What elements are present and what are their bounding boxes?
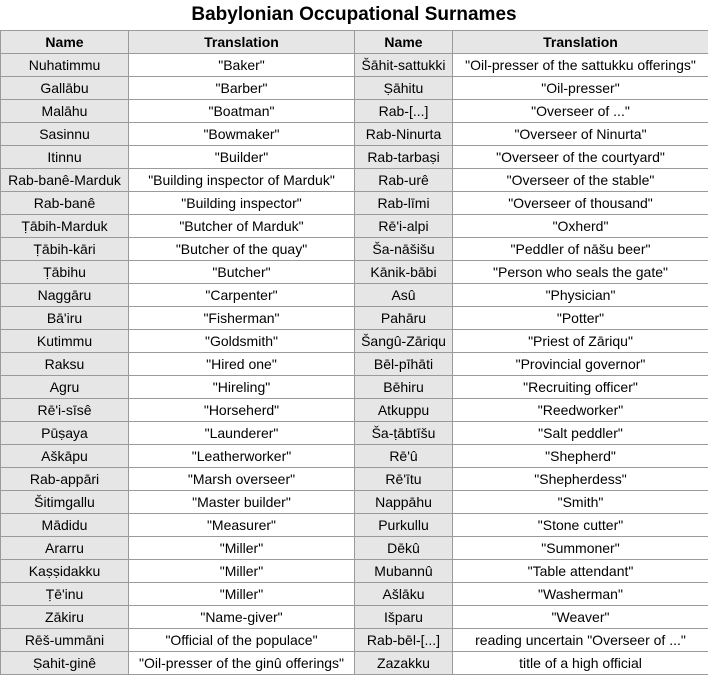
- translation-cell-left: "Butcher of Marduk": [129, 215, 355, 238]
- table-row: [1, 238, 708, 261]
- table-row: [1, 376, 708, 399]
- translation-cell-left: "Measurer": [129, 514, 355, 537]
- name-cell-right: Šāhit-sattukki: [355, 54, 453, 77]
- header-translation-right: Translation: [453, 31, 708, 54]
- translation-cell-left: "Carpenter": [129, 284, 355, 307]
- name-cell-left: Šitimgallu: [1, 491, 129, 514]
- table-row: [1, 422, 708, 445]
- translation-cell-left: "Baker": [129, 54, 355, 77]
- name-cell-right: Šangû-Zāriqu: [355, 330, 453, 353]
- name-cell-right: Rab-Ninurta: [355, 123, 453, 146]
- table-row: [1, 560, 708, 583]
- name-cell-right: Rab-[...]: [355, 100, 453, 123]
- table-header: [1, 31, 708, 54]
- name-cell-left: Ṭābih-kāri: [1, 238, 129, 261]
- header-row: [1, 31, 708, 54]
- translation-cell-left: "Butcher of the quay": [129, 238, 355, 261]
- name-cell-left: Ṣahit-ginê: [1, 652, 129, 675]
- name-cell-right: Atkuppu: [355, 399, 453, 422]
- translation-cell-right: "Reedworker": [453, 399, 708, 422]
- name-cell-right: Asû: [355, 284, 453, 307]
- table-title: Babylonian Occupational Surnames: [191, 4, 517, 25]
- name-cell-right: Purkullu: [355, 514, 453, 537]
- name-cell-right: Bēl-pīhāti: [355, 353, 453, 376]
- translation-cell-left: "Butcher": [129, 261, 355, 284]
- translation-cell-right: "Oil-presser": [453, 77, 708, 100]
- table-row: [1, 100, 708, 123]
- name-cell-right: Pahāru: [355, 307, 453, 330]
- name-cell-left: Gallābu: [1, 77, 129, 100]
- translation-cell-right: "Oil-presser of the sattukku offerings": [453, 54, 708, 77]
- translation-cell-left: "Building inspector": [129, 192, 355, 215]
- name-cell-left: Ṭābih-Marduk: [1, 215, 129, 238]
- name-cell-left: Malāhu: [1, 100, 129, 123]
- name-cell-left: Rab-banê: [1, 192, 129, 215]
- name-cell-right: Rē'û: [355, 445, 453, 468]
- translation-cell-right: "Shepherd": [453, 445, 708, 468]
- table-row: [1, 284, 708, 307]
- table-row: [1, 307, 708, 330]
- table-row: [1, 652, 708, 675]
- name-cell-left: Rab-appāri: [1, 468, 129, 491]
- table-row: [1, 445, 708, 468]
- translation-cell-left: "Fisherman": [129, 307, 355, 330]
- table-row: [1, 606, 708, 629]
- name-cell-right: Rab-bēl-[...]: [355, 629, 453, 652]
- translation-cell-right: "Recruiting officer": [453, 376, 708, 399]
- name-cell-right: Dēkû: [355, 537, 453, 560]
- header-name-right: Name: [355, 31, 453, 54]
- table-row: [1, 169, 708, 192]
- name-cell-left: Bā'iru: [1, 307, 129, 330]
- translation-cell-right: "Weaver": [453, 606, 708, 629]
- name-cell-left: Ṭē'inu: [1, 583, 129, 606]
- name-cell-left: Nuhatimmu: [1, 54, 129, 77]
- table-body: [1, 54, 708, 675]
- translation-cell-right: "Smith": [453, 491, 708, 514]
- name-cell-left: Ṭābihu: [1, 261, 129, 284]
- surnames-table: [0, 30, 708, 675]
- name-cell-left: Rab-banê-Marduk: [1, 169, 129, 192]
- table-row: [1, 629, 708, 652]
- table-row: [1, 399, 708, 422]
- name-cell-right: Kānik-bābi: [355, 261, 453, 284]
- translation-cell-right: "Physician": [453, 284, 708, 307]
- table-row: [1, 261, 708, 284]
- name-cell-left: Pūṣaya: [1, 422, 129, 445]
- table-row: [1, 146, 708, 169]
- translation-cell-left: "Miller": [129, 537, 355, 560]
- name-cell-right: Zazakku: [355, 652, 453, 675]
- name-cell-right: Rab-līmi: [355, 192, 453, 215]
- header-name-left: Name: [1, 31, 129, 54]
- translation-cell-left: "Miller": [129, 560, 355, 583]
- translation-cell-right: "Overseer of Ninurta": [453, 123, 708, 146]
- table-row: [1, 77, 708, 100]
- translation-cell-left: "Official of the populace": [129, 629, 355, 652]
- table-row: [1, 192, 708, 215]
- translation-cell-right: title of a high official: [453, 652, 708, 675]
- translation-cell-right: "Overseer of thousand": [453, 192, 708, 215]
- name-cell-right: Rē'ītu: [355, 468, 453, 491]
- translation-cell-right: "Washerman": [453, 583, 708, 606]
- name-cell-left: Itinnu: [1, 146, 129, 169]
- translation-cell-left: "Launderer": [129, 422, 355, 445]
- translation-cell-left: "Hireling": [129, 376, 355, 399]
- name-cell-right: Nappāhu: [355, 491, 453, 514]
- translation-cell-right: "Person who seals the gate": [453, 261, 708, 284]
- header-translation-left: Translation: [129, 31, 355, 54]
- name-cell-left: Kutimmu: [1, 330, 129, 353]
- name-cell-left: Naggāru: [1, 284, 129, 307]
- name-cell-left: Ararru: [1, 537, 129, 560]
- name-cell-left: Zākiru: [1, 606, 129, 629]
- table-row: [1, 123, 708, 146]
- name-cell-left: Raksu: [1, 353, 129, 376]
- name-cell-right: Ša-ṭābtīšu: [355, 422, 453, 445]
- name-cell-right: Ašlāku: [355, 583, 453, 606]
- translation-cell-left: "Oil-presser of the ginû offerings": [129, 652, 355, 675]
- translation-cell-right: "Shepherdess": [453, 468, 708, 491]
- name-cell-right: Mubannû: [355, 560, 453, 583]
- name-cell-right: Išparu: [355, 606, 453, 629]
- name-cell-left: Rē'i-sīsê: [1, 399, 129, 422]
- table-row: [1, 468, 708, 491]
- translation-cell-right: "Salt peddler": [453, 422, 708, 445]
- name-cell-right: Bēhiru: [355, 376, 453, 399]
- translation-cell-left: "Goldsmith": [129, 330, 355, 353]
- table-row: [1, 491, 708, 514]
- translation-cell-left: "Hired one": [129, 353, 355, 376]
- translation-cell-left: "Leatherworker": [129, 445, 355, 468]
- name-cell-right: Ṣāhitu: [355, 77, 453, 100]
- translation-cell-right: "Table attendant": [453, 560, 708, 583]
- translation-cell-left: "Horseherd": [129, 399, 355, 422]
- name-cell-left: Sasinnu: [1, 123, 129, 146]
- translation-cell-left: "Bowmaker": [129, 123, 355, 146]
- translation-cell-right: "Overseer of the stable": [453, 169, 708, 192]
- translation-cell-right: "Provincial governor": [453, 353, 708, 376]
- translation-cell-right: "Priest of Zāriqu": [453, 330, 708, 353]
- translation-cell-left: "Name-giver": [129, 606, 355, 629]
- table-row: [1, 583, 708, 606]
- translation-cell-left: "Master builder": [129, 491, 355, 514]
- name-cell-left: Rēš-ummāni: [1, 629, 129, 652]
- name-cell-left: Agru: [1, 376, 129, 399]
- translation-cell-right: "Stone cutter": [453, 514, 708, 537]
- table-row: [1, 54, 708, 77]
- name-cell-left: Mādidu: [1, 514, 129, 537]
- table-row: [1, 215, 708, 238]
- translation-cell-left: "Builder": [129, 146, 355, 169]
- table-row: [1, 514, 708, 537]
- translation-cell-right: "Peddler of nāšu beer": [453, 238, 708, 261]
- translation-cell-right: "Oxherd": [453, 215, 708, 238]
- name-cell-right: Rab-urê: [355, 169, 453, 192]
- translation-cell-left: "Barber": [129, 77, 355, 100]
- translation-cell-right: reading uncertain "Overseer of ...": [453, 629, 708, 652]
- name-cell-left: Aškāpu: [1, 445, 129, 468]
- name-cell-right: Rab-tarbaṣi: [355, 146, 453, 169]
- name-cell-left: Kaṣṣidakku: [1, 560, 129, 583]
- table-row: [1, 537, 708, 560]
- table-row: [1, 353, 708, 376]
- name-cell-right: Ša-nāšišu: [355, 238, 453, 261]
- translation-cell-right: "Summoner": [453, 537, 708, 560]
- translation-cell-right: "Overseer of the courtyard": [453, 146, 708, 169]
- translation-cell-left: "Building inspector of Marduk": [129, 169, 355, 192]
- translation-cell-left: "Boatman": [129, 100, 355, 123]
- name-cell-right: Rē'i-alpi: [355, 215, 453, 238]
- translation-cell-left: "Marsh overseer": [129, 468, 355, 491]
- table-row: [1, 330, 708, 353]
- translation-cell-right: "Overseer of ...": [453, 100, 708, 123]
- translation-cell-left: "Miller": [129, 583, 355, 606]
- translation-cell-right: "Potter": [453, 307, 708, 330]
